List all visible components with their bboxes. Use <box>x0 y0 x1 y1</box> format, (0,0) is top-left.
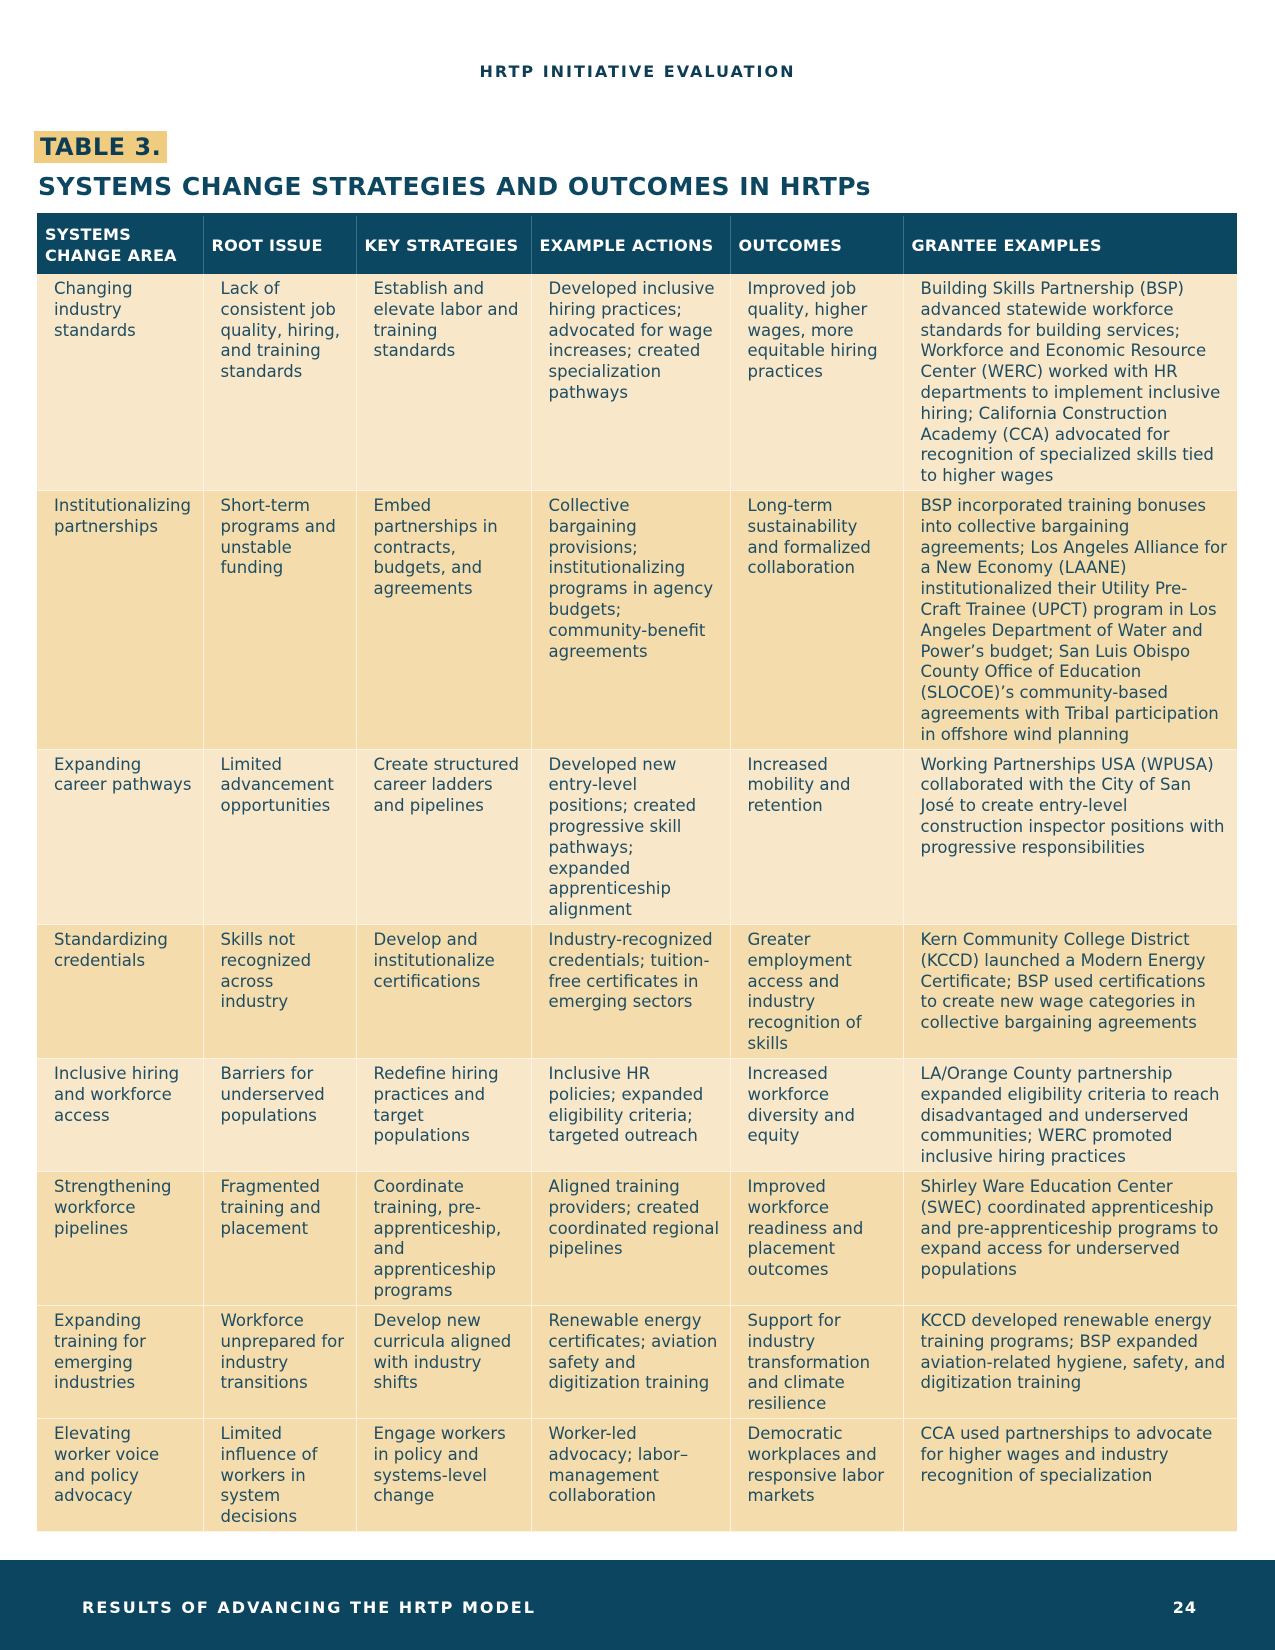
table-row <box>37 1305 1237 1418</box>
cell-area: Standardizing credentials <box>37 924 203 1058</box>
page-footer <box>0 1560 1275 1650</box>
cell-example-actions: Developed new entry-level positions; created progressive skill pathways; expanded apprenticeship alignment <box>531 749 730 924</box>
cell-grantee-examples: Shirley Ware Education Center (SWEC) coordinated apprenticeship and pre-apprenticeship programs to expand access for underserved populations <box>903 1171 1237 1305</box>
cell-area: Strengthening workforce pipelines <box>37 1171 203 1305</box>
column-header-root-issue: ROOT ISSUE <box>203 215 356 275</box>
table-header <box>37 215 1237 275</box>
table-row <box>37 1058 1237 1171</box>
cell-outcomes: Improved job quality, higher wages, more equitable hiring practices <box>730 274 903 490</box>
table-label: TABLE 3. <box>34 131 167 163</box>
cell-grantee-examples: Kern Community College District (KCCD) launched a Modern Energy Certificate; BSP used certifications to create new wage categories in collective bargaining agreements <box>903 924 1237 1058</box>
page-number: 24 <box>1172 1598 1197 1617</box>
cell-key-strategies: Embed partnerships in contracts, budgets, and agreements <box>356 490 531 749</box>
table-row <box>37 274 1237 490</box>
table-title: SYSTEMS CHANGE STRATEGIES AND OUTCOMES IN HRTPs <box>38 172 872 201</box>
cell-example-actions: Developed inclusive hiring practices; advocated for wage increases; created specialization pathways <box>531 274 730 490</box>
cell-example-actions: Collective bargaining provisions; institutionalizing programs in agency budgets; community-benefit agreements <box>531 490 730 749</box>
cell-key-strategies: Develop new curricula aligned with industry shifts <box>356 1305 531 1418</box>
cell-outcomes: Increased workforce diversity and equity <box>730 1058 903 1171</box>
cell-area: Expanding training for emerging industries <box>37 1305 203 1418</box>
cell-example-actions: Renewable energy certificates; aviation safety and digitization training <box>531 1305 730 1418</box>
column-header-outcomes: OUTCOMES <box>730 215 903 275</box>
running-header: HRTP INITIATIVE EVALUATION <box>479 62 796 81</box>
column-header-example-actions: EXAMPLE ACTIONS <box>531 215 730 275</box>
cell-root-issue: Fragmented training and placement <box>203 1171 356 1305</box>
cell-area: Institutionalizing partnerships <box>37 490 203 749</box>
cell-grantee-examples: Working Partnerships USA (WPUSA) collaborated with the City of San José to create entry-level construction inspector positions with progressive responsibilities <box>903 749 1237 924</box>
column-header-area: SYSTEMS CHANGE AREA <box>37 215 203 275</box>
cell-outcomes: Long-term sustainability and formalized collaboration <box>730 490 903 749</box>
cell-area: Expanding career pathways <box>37 749 203 924</box>
table-row <box>37 1418 1237 1531</box>
cell-key-strategies: Develop and institutionalize certifications <box>356 924 531 1058</box>
cell-example-actions: Industry-recognized credentials; tuition-free certificates in emerging sectors <box>531 924 730 1058</box>
cell-outcomes: Improved workforce readiness and placement outcomes <box>730 1171 903 1305</box>
cell-root-issue: Limited influence of workers in system decisions <box>203 1418 356 1531</box>
table-body <box>37 274 1237 1531</box>
cell-outcomes: Democratic workplaces and responsive labor markets <box>730 1418 903 1531</box>
cell-grantee-examples: CCA used partnerships to advocate for higher wages and industry recognition of specialization <box>903 1418 1237 1531</box>
cell-example-actions: Aligned training providers; created coordinated regional pipelines <box>531 1171 730 1305</box>
cell-grantee-examples: Building Skills Partnership (BSP) advanced statewide workforce standards for building services; Workforce and Economic Resource Center (WERC) worked with HR departments to implement inclusive hiring; California Construction Academy (CCA) advocated for recognition of specialized skills tied to higher wages <box>903 274 1237 490</box>
cell-root-issue: Short-term programs and unstable funding <box>203 490 356 749</box>
cell-outcomes: Support for industry transformation and climate resilience <box>730 1305 903 1418</box>
cell-key-strategies: Coordinate training, pre-apprenticeship, and apprenticeship programs <box>356 1171 531 1305</box>
cell-key-strategies: Engage workers in policy and systems-level change <box>356 1418 531 1531</box>
cell-example-actions: Worker-led advocacy; labor–management collaboration <box>531 1418 730 1531</box>
systems-change-table <box>37 213 1237 1532</box>
table-row <box>37 749 1237 924</box>
cell-example-actions: Inclusive HR policies; expanded eligibility criteria; targeted outreach <box>531 1058 730 1171</box>
cell-outcomes: Increased mobility and retention <box>730 749 903 924</box>
table-row <box>37 490 1237 749</box>
cell-grantee-examples: LA/Orange County partnership expanded eligibility criteria to reach disadvantaged and underserved communities; WERC promoted inclusive hiring practices <box>903 1058 1237 1171</box>
cell-key-strategies: Redefine hiring practices and target populations <box>356 1058 531 1171</box>
cell-key-strategies: Create structured career ladders and pipelines <box>356 749 531 924</box>
table-row <box>37 924 1237 1058</box>
footer-section-title: RESULTS OF ADVANCING THE HRTP MODEL <box>82 1598 536 1617</box>
cell-key-strategies: Establish and elevate labor and training standards <box>356 274 531 490</box>
cell-root-issue: Limited advancement opportunities <box>203 749 356 924</box>
cell-root-issue: Skills not recognized across industry <box>203 924 356 1058</box>
cell-area: Elevating worker voice and policy advocacy <box>37 1418 203 1531</box>
table-row <box>37 1171 1237 1305</box>
cell-root-issue: Lack of consistent job quality, hiring, and training standards <box>203 274 356 490</box>
cell-area: Changing industry standards <box>37 274 203 490</box>
cell-root-issue: Workforce unprepared for industry transitions <box>203 1305 356 1418</box>
table-header-row <box>37 215 1237 275</box>
cell-area: Inclusive hiring and workforce access <box>37 1058 203 1171</box>
cell-outcomes: Greater employment access and industry recognition of skills <box>730 924 903 1058</box>
cell-root-issue: Barriers for underserved populations <box>203 1058 356 1171</box>
cell-grantee-examples: BSP incorporated training bonuses into collective bargaining agreements; Los Angeles Alliance for a New Economy (LAANE) institutionalized their Utility Pre-Craft Trainee (UPCT) program in Los Angeles Department of Water and Power’s budget; San Luis Obispo County Office of Education (SLOCOE)’s community-based agreements with Tribal participation in offshore wind planning <box>903 490 1237 749</box>
cell-grantee-examples: KCCD developed renewable energy training programs; BSP expanded aviation-related hygiene, safety, and digitization training <box>903 1305 1237 1418</box>
column-header-grantee-examples: GRANTEE EXAMPLES <box>903 215 1237 275</box>
column-header-key-strategies: KEY STRATEGIES <box>356 215 531 275</box>
